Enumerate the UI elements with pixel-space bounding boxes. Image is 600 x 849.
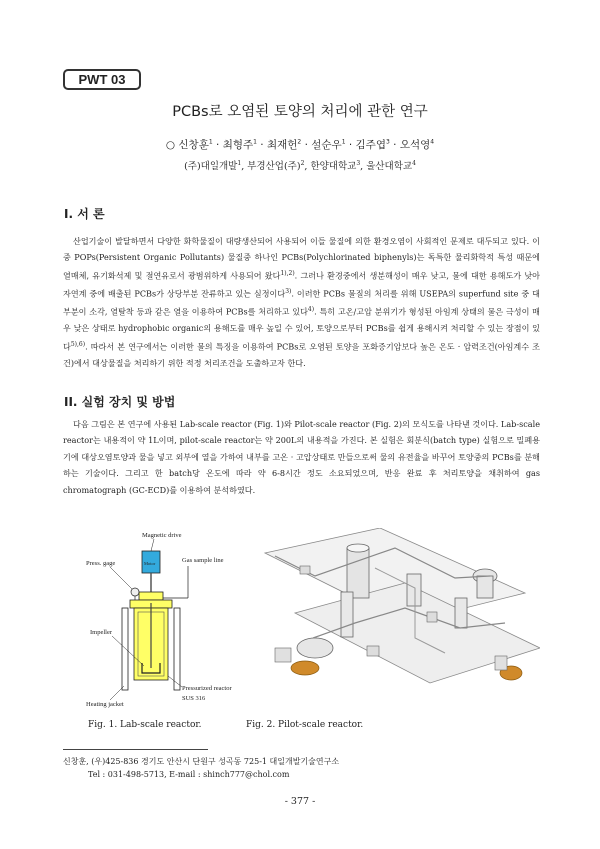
page-number: - 377 - (284, 796, 316, 807)
lab-scale-reactor-figure (82, 528, 252, 708)
section-heading-intro: I. 서 론 (64, 207, 105, 221)
author-name: 최재헌$^2$ (266, 138, 302, 151)
author-list (0, 137, 600, 152)
heating-jacket-shape (122, 608, 128, 690)
motor-label: Motor (144, 561, 156, 566)
affiliation-item: 부경산업(주)$^2$ (247, 159, 305, 172)
author-separator: · (389, 139, 400, 151)
pilot-scale-reactor-figure (255, 528, 540, 708)
author-bullet: ○ (165, 139, 179, 151)
footnote-divider (63, 749, 208, 750)
reactor-vessel-c (455, 598, 467, 628)
label-magnetic-drive: Magnetic drive (142, 532, 182, 539)
label-impeller: Impeller (90, 629, 113, 636)
author-name: 설순우$^1$ (311, 138, 346, 151)
affiliation-item: 한양대학교$^3$ (310, 159, 361, 172)
author-name: 최형주$^1$ (222, 138, 257, 151)
label-pressurized-reactor: Pressurized reactor (182, 685, 232, 692)
methods-paragraph: 다음 그림은 본 연구에 사용된 Lab-scale reactor (Fig. 1)와 Pilot-scale reactor (Fig. 2)의 모식도를 나타낸 것이다. Lab-scale reactor는 내용적이 약 1L이며, pilot-scale reactor는 약 200L의 내용적을 가진다. 본 실험은 회분식(batch type) 실험으로 밀폐용기에 대상오염토양과 물을 넣고 외부에 열을 가하여 내부를 고온 · 고압상태로 만들으로써 물의 유전율을 바꾸어 토양중의 PCBs를 분해하는 기술이다. 그리고 한 batch당 온도에 따라 약 6-8시간 정도 소요되었으며, 반응 완료 후 처리토양을 채취하여 gas chromatograph (GC-ECD)를 이용하여 분석하였다. (63, 419, 540, 495)
figure1-caption: Fig. 1. Lab-scale reactor. (88, 720, 202, 730)
affiliation-item: (주)대일개발$^1$ (184, 159, 242, 172)
reactor-vessel-b (407, 574, 421, 606)
soil-pile-left (291, 661, 319, 675)
section-heading-methods: II. 실험 장치 및 방법 (64, 395, 176, 409)
paper-title: PCBs로 오염된 토양의 처리에 관한 연구 (172, 104, 428, 120)
author-name: 김주엽$^3$ (355, 138, 390, 151)
label-heating-jacket: Heating jacket (86, 701, 124, 708)
session-badge: PWT 03 (63, 69, 141, 90)
reactor-vessel-a (341, 592, 353, 637)
author-name: 오석영$^4$ (399, 138, 435, 151)
affiliation-item: 울산대학교$^4$ (366, 159, 416, 172)
intro-paragraph: 산업기술이 발달하면서 다양한 화학물질이 대량생산되어 사용되어 이들 물질에 의한 환경오염이 사회적인 문제로 대두되고 있다. 이 중 POPs(Persistent Organic Pollutants) 물질중 하나인 PCBs(Polychlorinated biphenyls)는 독특한 물리화학적 특성 때문에 열매체, 유기화석제 및 절연유로서 광범위하게 사용되어 왔다$^{1),2)}$. 그러나 환경중에서 생분해성이 매우 낮고, 물에 대한 용해도가 낮아 자연계 중에 배출된 PCBs가 상당부분 잔류하고 있는 실정이다$^{3)}$. 이러한 PCBs 물질의 처리를 위해 USEPA의 superfund site 중 대부분이 소각, 열탈착 등과 같은 열을 이용하여 PCBs를 처리하고 있다$^{4)}$. 특히 고온/고압 분위기가 형성된 아임계 상태의 물은 극성이 매우 낮은 상태로 hydrophobic organic의 용해도를 매우 높일 수 있어, 토양으로부터 PCBs를 쉽게 용해시켜 처리할 수 있는 장점이 있다$^{5),6)}$. 따라서 본 연구에서는 이러한 물의 특징을 이용하여 PCBs로 오염된 토양을 포화증기압보다 높은 온도 · 압력조건(아임계수 조건)에서 대상물질을 처리하기 위한 적정 처리조건을 도출하고자 한다. (63, 236, 541, 368)
label-gas-sample-line: Gas sample line (182, 557, 224, 564)
affiliation-list: (주)대일개발$^1$, 부경산업(주)$^2$, 한양대학교$^3$, 울산대학교$^4$ (184, 159, 416, 172)
footnote-address: 신창훈, (우)425-836 경기도 안산시 단원구 성곡동 725-1 대일개발기술연구소 (63, 757, 340, 766)
tank-left (297, 638, 333, 658)
author-separator: · (212, 139, 223, 151)
press-gage-shape (131, 588, 139, 596)
label-sus-316: SUS 316 (182, 695, 206, 702)
author-separator: · (345, 139, 356, 151)
footnote-contact: Tel : 031-498-5713, E-mail : shinch777@chol.com (88, 770, 290, 779)
author-separator: · (301, 139, 312, 151)
figure2-caption: Fig. 2. Pilot-scale reactor. (246, 720, 364, 730)
author-separator: · (256, 139, 267, 151)
reactor-column (347, 548, 369, 598)
label-press-gage: Press. gage (86, 560, 116, 567)
author-name: 신창훈$^1$ (178, 138, 213, 151)
